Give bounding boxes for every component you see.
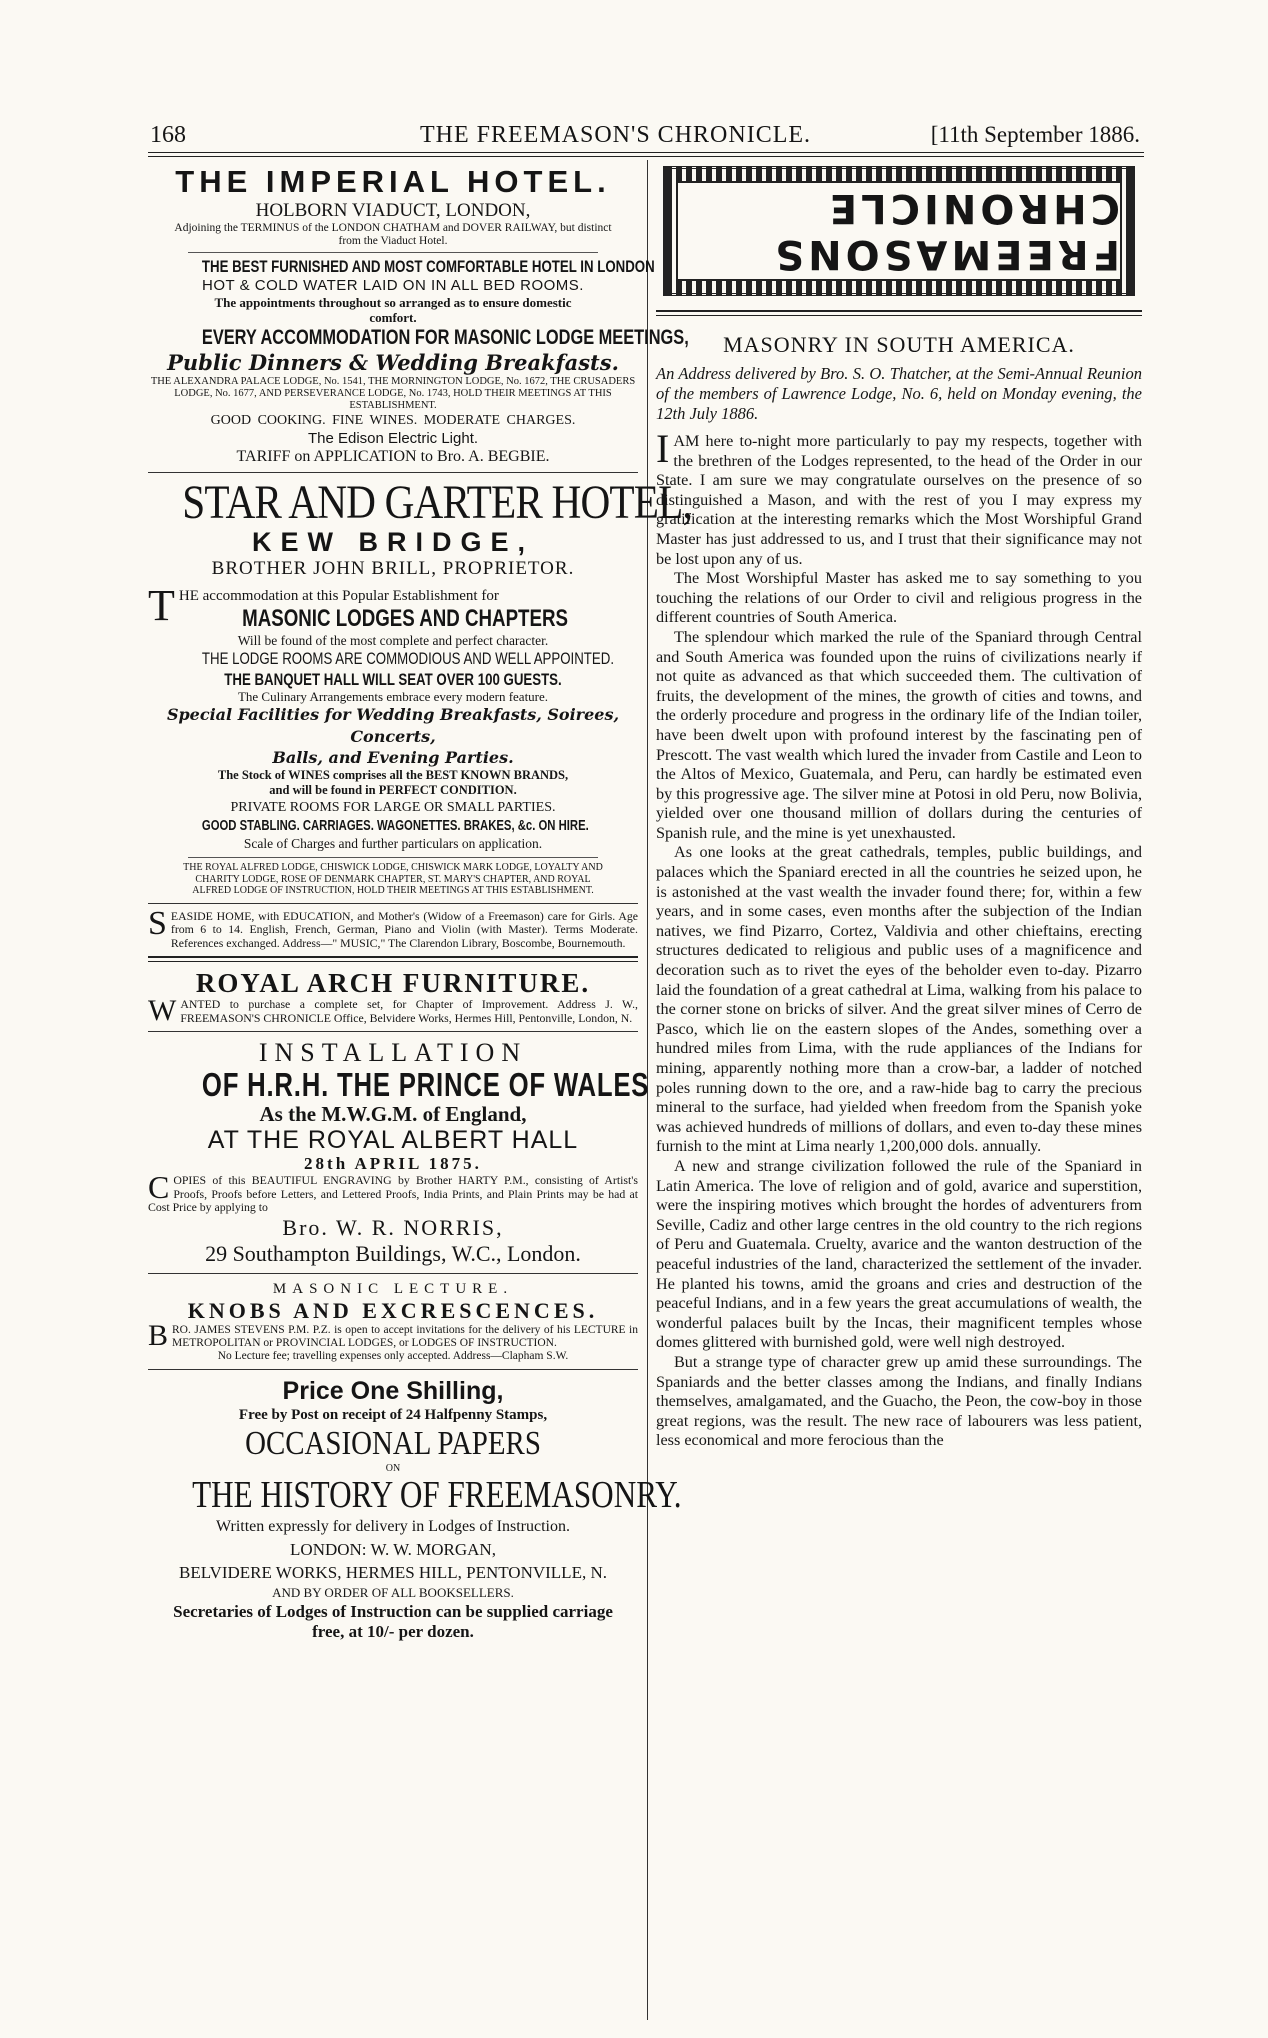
divider	[148, 956, 638, 962]
divider	[188, 252, 598, 253]
occasional-price: Price One Shilling,	[282, 1376, 504, 1405]
imperial-appointments: The appointments throughout so arranged as to ensure domestic comfort.	[214, 295, 572, 325]
divider	[148, 1273, 638, 1274]
drop-cap: I	[656, 426, 670, 471]
imperial-best: THE BEST FURNISHED AND MOST COMFORTABLE HOTEL IN LONDON	[201, 257, 655, 276]
occasional-written: Written expressly for delivery in Lodges of Instruction.	[216, 1517, 570, 1535]
lecture-fee: No Lecture fee; travelling expenses only accepted. Address—Clapham S.W.	[217, 1349, 569, 1362]
installation-norris: Bro. W. R. NORRIS,	[282, 1214, 504, 1240]
royal-arch-ad	[148, 968, 638, 1025]
installation-prince: OF H.R.H. THE PRINCE OF WALES	[201, 1066, 650, 1103]
imperial-subtitle: HOLBORN VIADUCT, LONDON,	[255, 200, 531, 221]
drop-cap: C	[148, 1169, 170, 1205]
star-garter-ad	[148, 476, 692, 897]
royal-arch-body	[148, 994, 638, 1027]
article-title: MASONRY IN SOUTH AMERICA.	[723, 332, 1075, 357]
installation-copies	[148, 1169, 638, 1215]
star-culinary: The Culinary Arrangements embrace every modern feature.	[237, 689, 549, 704]
occasional-order: AND BY ORDER OF ALL BOOKSELLERS.	[272, 1584, 514, 1600]
occasional-title: OCCASIONAL PAPERS	[245, 1424, 541, 1462]
installation-date: 28th APRIL 1875.	[304, 1154, 482, 1173]
article-column	[656, 164, 1142, 1451]
chronicle-logo	[663, 166, 1135, 296]
logo-banner	[676, 181, 1122, 281]
imperial-water: HOT & COLD WATER LAID ON IN ALL BED ROOMS.	[202, 277, 584, 294]
installation-copies-text: OPIES of this BEAUTIFUL ENGRAVING by Brother HARTY P.M., consisting of Artist's Proofs, Proofs before Letters, and Lettered Proofs, India Prints, and Plain Prints may be had at Cost Price by applying to	[148, 1173, 638, 1214]
occasional-post: Free by Post on receipt of 24 Halfpenny Stamps,	[238, 1406, 548, 1423]
paragraph-3: The splendour which marked the rule of the Spaniard through Central and South America was founded upon the ruins of civilizations nearly if not quite as advanced as that which succeeded them. The cultivation of fruits, the development of the mines, the growth of cities and towns, and the orderly procedure and progress in the ordinary life of the Indian toiler, have been dwelt upon with profound interest by the fascinating pen of Prescott. The vast wealth which lured the invader from Castile and Leon to the Altos of Mexico, Guatemala, and Peru, can hardly be estimated even by this progressive age. The silver mine at Potosi in old Peru, now Bolivia, yielded over one thousand million of dollars during the centuries of Spanish rule, and the mine is yet unexhausted.	[656, 627, 1142, 842]
star-found: Will be found of the most complete and perfect character.	[237, 633, 549, 648]
occasional-works: BELVIDERE WORKS, HERMES HILL, PENTONVILLE, N.	[179, 1562, 607, 1582]
seaside-text: EASIDE HOME, with EDUCATION, and Mother's (Widow of a Freemason) care for Girls. Age from 6 to 14. English, French, German, Piano and Violin (with Master). Terms Moderate. References exchanged. Address—" MUSIC," The Clarendon Library, Boscombe, Bournemouth.	[170, 908, 638, 950]
installation-as: As the M.W.G.M. of England,	[259, 1102, 527, 1126]
divider	[656, 310, 1142, 316]
divider	[188, 857, 598, 858]
drop-cap: W	[148, 994, 177, 1027]
imperial-edison: The Edison Electric Light.	[307, 430, 479, 447]
star-wines: The Stock of WINES comprises all the BEST KNOWN BRANDS,	[217, 768, 569, 782]
paragraph-4: As one looks at the great cathedrals, temples, public buildings, and palaces which the Spaniard erected in all the countries he seized upon, he is astonished at the vast wealth the invader found there; for, within a few years, and in some cases, even months after the subjection of the Indian natives, we find Pizarro, Cortez, Valdivia and other chieftains, erecting structures dedicated to religious and public uses of a magnificence and decoration such as to rivet the eyes of the beholder even to-day. Pizarro laid the foundation of a great cathedral at Lima, walking from his palace to the corner stone on bricks of silver. And the great silver mines of Cerro de Pasco, which lie on the eastern slopes of the Andes, something over a hundred miles from Lima, with the rude appliances of the Indians for mining, apparently nothing more than a crow-bar, a ladder of notched poles running down to the ore, and a raw-hide bag to carry the precious mineral to the surface, had yielded when freedom from the Spanish yoke was achieved hundreds of millions of dollars, and even to-day these mines furnish to the mint at Lima nearly 1,200,000 dols. annually.	[656, 843, 1142, 1156]
star-scale: Scale of Charges and further particulars on application.	[243, 836, 543, 851]
star-stabling: GOOD STABLING. CARRIAGES. WAGONETTES. BRAKES, &c. ON HIRE.	[201, 818, 589, 834]
article-body	[656, 426, 1142, 1451]
installation-ad	[148, 1038, 650, 1267]
page-number: 168	[150, 122, 186, 148]
divider	[148, 1031, 638, 1032]
imperial-hotel-ad	[148, 164, 689, 466]
divider	[148, 903, 638, 904]
star-title: STAR AND GARTER HOTEL,	[182, 476, 692, 529]
running-header	[150, 118, 1140, 152]
drop-cap: S	[148, 904, 167, 942]
lecture-body	[148, 1318, 638, 1352]
star-rooms: THE LODGE ROOMS ARE COMMODIOUS AND WELL APPOINTED.	[201, 649, 615, 668]
drop-cap: B	[148, 1318, 169, 1352]
lecture-heading: MASONIC LECTURE.	[272, 1280, 514, 1297]
divider	[148, 472, 638, 473]
divider	[148, 1369, 638, 1370]
imperial-cooking: GOOD COOKING. FINE WINES. MODERATE CHARGES.	[210, 413, 576, 428]
occasional-london: LONDON: W. W. MORGAN,	[290, 1539, 496, 1559]
paragraph	[656, 426, 1142, 569]
installation-hall: AT THE ROYAL ALBERT HALL	[207, 1126, 579, 1154]
occasional-on: ON	[385, 1462, 401, 1474]
advert-column	[148, 164, 692, 1642]
issue-date: [11th September 1886.	[930, 122, 1140, 147]
occasional-papers-ad	[148, 1376, 682, 1642]
installation-address: 29 Southampton Buildings, W.C., London.	[205, 1240, 581, 1266]
occasional-history: THE HISTORY OF FREEMASONRY.	[192, 1473, 682, 1516]
star-banquet: THE BANQUET HALL WILL SEAT OVER 100 GUESTS.	[224, 670, 562, 689]
royal-arch-title: ROYAL ARCH FURNITURE.	[195, 968, 591, 998]
paragraph-2: The Most Worshipful Master has asked me to say something to you touching the relations of our Order to civil and religious progress in the different countries of South America.	[656, 569, 1142, 627]
paragraph-6: But a strange type of character grew up amid these surroundings. The Spaniards and the better classes among the Indians, and finally Indians themselves, amalgamated, and the Guacho, the Peon, the cow-boy in those great regions, was the result. The new race of labourers was less patient, less economical and more ferocious than the	[656, 1352, 1142, 1450]
imperial-adjoining: Adjoining the TERMINUS of the LONDON CHATHAM and DOVER RAILWAY, but distinct from the Viaduct Hotel.	[174, 222, 612, 247]
paragraph-1-text: AM here to-night more particularly to pay my respects, together with the brethren of the Lodges represented, to the head of the Order in our State. I am sure we may congratulate ourselves on the presence of so distinguished a Mason, and with the rest of you I may express my gratification at the interesting remarks which the Most Worshipful Grand Master has just addressed to us, and I trust that their significance may not be lost upon any of us.	[656, 432, 1142, 568]
star-proprietor: BROTHER JOHN BRILL, PROPRIETOR.	[211, 558, 575, 579]
imperial-tariff: TARIFF on APPLICATION to Bro. A. BEGBIE.	[236, 448, 550, 465]
star-condition: and will be found in PERFECT CONDITION.	[269, 783, 517, 797]
logo-text: FREEMASONS CHRONICLE	[771, 185, 1120, 277]
header-rule	[148, 152, 1144, 157]
lecture-title: KNOBS AND EXCRESCENCES.	[187, 1297, 599, 1323]
installation-title: INSTALLATION	[258, 1038, 528, 1067]
star-balls: Balls, and Evening Parties.	[272, 748, 514, 767]
article-intro: An Address delivered by Bro. S. O. Thatcher, at the Semi-Annual Reunion of the members of Lawrence Lodge, No. 6, held on Monday evening, the 12th July 1886.	[656, 364, 1142, 423]
star-facilities: Special Facilities for Wedding Breakfasts, Soirees, Concerts,	[166, 705, 620, 746]
paragraph-5: A new and strange civilization followed the rule of the Spaniard in Latin America. The love of religion and of gold, avarice and superstition, were the inspiring motives which brought the hordes of adventurers from Seville, Cadiz and other large centres in the old country to the rich regions of Peru and Guatemala. Cruelty, avarice and the wanton destruction of the peaceful industries of the land, characterized the settlement of the invader. He planted his towns, amid the groans and cries and destruction of the peaceful Indians, and in a few years the great accumulations of wealth, the wonderful palaces built by the Incas, their magnificent temples whose domes glittered with burnished gold, were well nigh destroyed.	[656, 1156, 1142, 1352]
imperial-dinners: Public Dinners & Wedding Breakfasts.	[167, 350, 619, 375]
drop-cap: T	[148, 581, 175, 630]
lecture-text: RO. JAMES STEVENS P.M. P.Z. is open to accept invitations for the delivery of his LECTURE in METROPOLITAN or PROVINCIAL LODGES, or LODGES OF INSTRUCTION.	[172, 1323, 638, 1349]
royal-arch-text: ANTED to purchase a complete set, for Chapter of Improvement. Address J. W., FREEMASON'S CHRONICLE Office, Belvidere Works, Hermes Hill, Pentonville, London, N.	[180, 997, 638, 1025]
star-lodges: MASONIC LODGES AND CHAPTERS	[242, 605, 568, 632]
imperial-lodges: THE ALEXANDRA PALACE LODGE, No. 1541, THE MORNINGTON LODGE, No. 1672, THE CRUSADERS LODGE, No. 1677, AND PERSEVERANCE LODGE, No. 1743, HOLD THEIR MEETINGS AT THIS ESTABLISHMENT.	[150, 376, 636, 411]
seaside-ad	[148, 904, 638, 951]
star-subtitle: KEW BRIDGE,	[251, 527, 534, 557]
star-accom-text: HE accommodation at this Popular Establishment for	[178, 588, 499, 604]
imperial-accommodation: EVERY ACCOMMODATION FOR MASONIC LODGE MEETINGS,	[201, 326, 689, 349]
star-meetings: THE ROYAL ALFRED LODGE, CHISWICK LODGE, CHISWICK MARK LODGE, LOYALTY AND CHARITY LODGE, ROSE OF DENMARK CHAPTER, ST. MARY'S CHAPTER, AND ROYAL ALFRED LODGE OF INSTRUCTION, HOLD THEIR MEETINGS AT THIS ESTABLISHMENT.	[183, 862, 603, 896]
occasional-secretaries: Secretaries of Lodges of Instruction can be supplied carriage free, at 10/- per dozen.	[173, 1601, 613, 1641]
lecture-ad	[148, 1280, 638, 1363]
journal-title: THE FREEMASON'S CHRONICLE.	[420, 122, 812, 148]
imperial-title: THE IMPERIAL HOTEL.	[175, 164, 611, 199]
star-private: PRIVATE ROOMS FOR LARGE OR SMALL PARTIES.	[230, 800, 556, 815]
